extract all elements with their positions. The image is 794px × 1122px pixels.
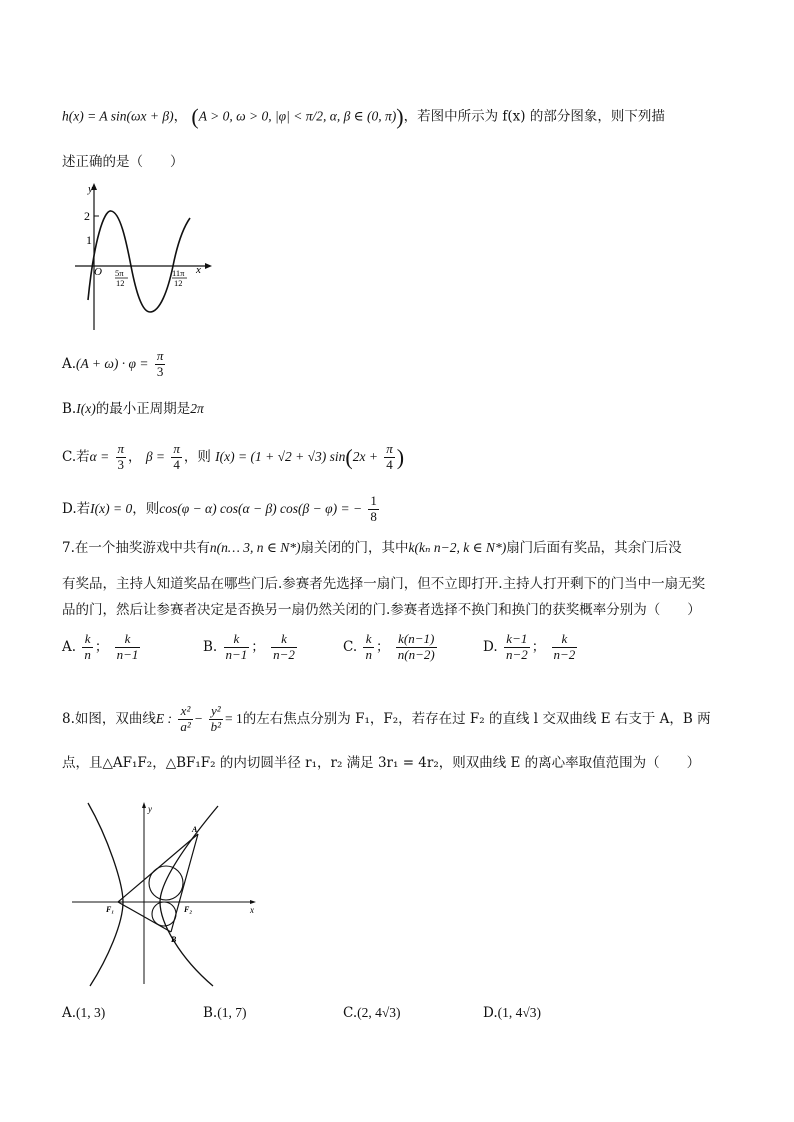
q6-sine-curve <box>88 211 190 312</box>
q6-x-tick-5pi-num: 5π <box>115 268 124 278</box>
q6-x-tick-11pi-den: 12 <box>174 278 183 288</box>
q7-option-d[interactable]: D. $\frac{k-1}{n-2}$ ； $\frac{k}{n-2}$ <box>483 631 576 662</box>
q6-stem-tail: ，若图中所示为 f(x) 的部分图象，则下列描 <box>403 108 665 125</box>
q8-point-f1: F₁ <box>106 905 115 914</box>
q6-x-arrow <box>205 263 212 269</box>
q8-option-c[interactable]: C.(2, 4√3) <box>343 1005 401 1021</box>
q7-line3: 品的门，然后让参赛者决定是否换另一扇仍然关闭的门.参赛者选择不换门和换门的获奖概率分别为（ ） <box>62 602 701 618</box>
q8-y-label: y <box>148 804 152 814</box>
q8-option-b[interactable]: B.(1, 7) <box>203 1005 247 1021</box>
q6-line1: h(x) = A sin(ωx + β)， (A > 0, ω > 0, |φ| < π/2, α, β ∈ (0, π))，若图中所示为 f(x) 的部分图象，则下列描 <box>62 104 665 129</box>
q7-line1: 7.在一个抽奖游戏中共有n(n… 3, n ∈ N*)扇关闭的门，其中k(kₙ n−2, k ∈ N*)扇门后面有奖品，其余门后没 <box>62 540 682 556</box>
q7-option-a[interactable]: A. $\frac{k}{n}$ ； $\frac{k}{n-1}$ <box>62 631 139 662</box>
q6-tick-2: 2 <box>84 209 90 223</box>
q6-tick-1: 1 <box>86 233 92 247</box>
q6-conditions: A > 0, ω > 0, |φ| < π/2, α, β ∈ (0, π) <box>198 108 397 124</box>
q8-hyperbola-right <box>160 806 218 986</box>
q6-x-label: x <box>196 264 201 276</box>
q7-line2: 有奖品，主持人知道奖品在哪些门后.参赛者先选择一扇门，但不立即打开.主持人打开剩下的门当中一扇无奖 <box>62 576 706 592</box>
q8-y-arrow <box>142 802 146 808</box>
q6-y-label: y <box>88 183 93 195</box>
q8-line1: 8.如图，双曲线E : $\frac{\text{x²}}{\text{a²}}$ − $\frac{\text{y²}}{\text{b²}}$ = 1的左右焦点分别为 F₁，F₂，若存在过 F₂ 的直线 l 交双曲线 E 右支于 A，B 两 <box>62 703 711 734</box>
q6-func: h(x) = A sin(ωx + β) <box>62 108 174 124</box>
q7-option-c[interactable]: C. $\frac{k}{n}$ ； $\frac{k(n-1)}{n(n-2)}$ <box>343 631 435 662</box>
q6-origin-label: O <box>94 266 102 278</box>
q8-x-arrow <box>250 900 256 904</box>
q8-x-label: x <box>250 905 254 915</box>
q8-line2: 点，且△AF₁F₂，△BF₁F₂ 的内切圆半径 r₁，r₂ 满足 3r₁ = 4r₂，则双曲线 E 的离心率取值范围为（ ） <box>62 755 701 771</box>
q8-point-f2: F₂ <box>184 905 193 914</box>
q7-option-b[interactable]: B. $\frac{k}{n-1}$ ； $\frac{k}{n-2}$ <box>203 631 295 662</box>
q6-x-tick-5pi-den: 12 <box>116 278 125 288</box>
q8-incircle-1 <box>149 866 183 900</box>
q6-option-b[interactable]: B.I(x)的最小正周期是2π <box>62 401 204 417</box>
q6-line2: 述正确的是（ ） <box>62 154 184 170</box>
q8-point-b: B <box>171 935 177 944</box>
q8-option-a[interactable]: A.(1, 3) <box>62 1005 106 1021</box>
q8-hyperbola-graph <box>68 798 268 988</box>
q6-option-d[interactable]: D.若I(x) = 0，则cos(φ − α) cos(α − β) cos(β − φ) = − $\frac{1}{8}$ <box>62 493 377 524</box>
q6-sine-graph <box>70 180 220 335</box>
q8-hyperbola-left <box>88 803 123 986</box>
q6-option-c[interactable]: C.若α = $\frac{\pi}{3}$ ， β = $\frac{\pi}{4}$ ，则 I(x) = (1 + √2 + √3) sin(2x + $\frac{\pi}{4}$ ) <box>62 441 405 472</box>
q6-option-a[interactable]: A.(A + ω) · φ = $\frac{\pi}{3}$ <box>62 348 164 379</box>
q8-point-a: A <box>192 825 198 834</box>
q8-option-d[interactable]: D.(1, 4√3) <box>483 1005 542 1021</box>
q6-a-frac: $\frac{\pi}{3}$ <box>156 348 164 379</box>
q6-x-tick-11pi-num: 11π <box>172 268 185 278</box>
